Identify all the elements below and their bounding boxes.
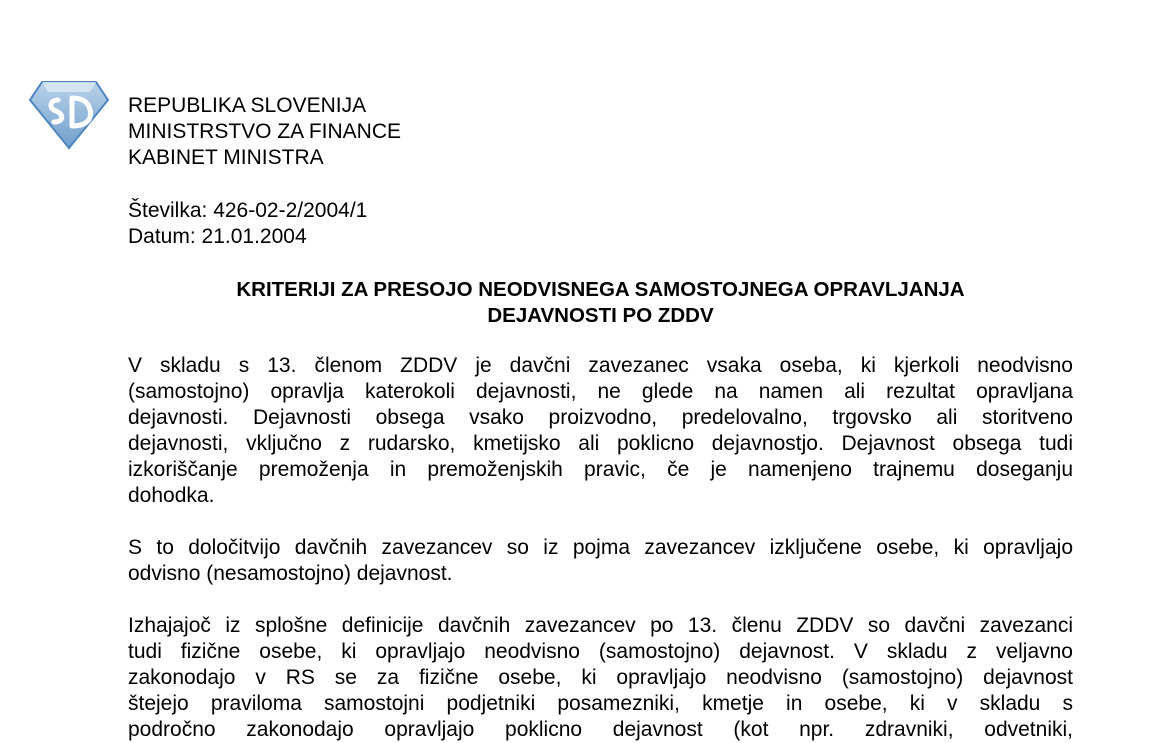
paragraph-line: Izhajajoč iz splošne definicije davčnih zavezancev po 13. členu ZDDV so davčni zavezanci bbox=[128, 614, 1073, 637]
paragraph-line: V skladu s 13. členom ZDDV je davčni zavezanec vsaka oseba, ki kjerkoli neodvisno bbox=[128, 354, 1073, 377]
paragraph-line: dohodka. bbox=[128, 484, 215, 507]
paragraph-line: zakonodajo v RS se za fizične osebe, ki opravljajo neodvisno (samostojno) dejavnost bbox=[128, 666, 1073, 689]
letterhead bbox=[128, 93, 401, 171]
paragraph-2 bbox=[128, 535, 1073, 587]
paragraph-line: S to določitvijo davčnih zavezancev so iz pojma zavezancev izključene osebe, ki opravljajo bbox=[128, 536, 1073, 559]
paragraph-line: izkoriščanje premoženja in premoženjskih pravic, če je namenjeno trajnemu doseganju bbox=[128, 458, 1073, 481]
document-body bbox=[128, 353, 1073, 743]
paragraph-line: odvisno (nesamostojno) dejavnost. bbox=[128, 562, 453, 585]
document-date: Datum: 21.01.2004 bbox=[128, 225, 307, 248]
paragraph-line: dejavnosti. Dejavnosti obsega vsako proizvodno, predelovalno, trgovsko ali storitveno bbox=[128, 406, 1073, 429]
document-number: Številka: 426-02-2/2004/1 bbox=[128, 199, 368, 222]
document-meta bbox=[128, 198, 367, 250]
paragraph-line: štejejo praviloma samostojni podjetniki posamezniki, kmetje in osebe, ki v skladu s bbox=[128, 692, 1073, 715]
paragraph-1 bbox=[128, 353, 1073, 509]
ministry-logo-icon bbox=[28, 78, 110, 150]
paragraph-line: področno zakonodajo opravljajo poklicno dejavnost (kot npr. zdravniki, odvetniki, bbox=[128, 718, 1073, 741]
letterhead-country: REPUBLIKA SLOVENIJA bbox=[128, 94, 367, 117]
paragraph-3 bbox=[128, 613, 1073, 743]
paragraph-line: (samostojno) opravlja katerokoli dejavnosti, ne glede na namen ali rezultat opravljana bbox=[128, 380, 1073, 403]
paragraph-line: dejavnosti, vključno z rudarsko, kmetijsko ali poklicno dejavnostjo. Dejavnost obsega tudi bbox=[128, 432, 1073, 455]
document-title-line1: KRITERIJI ZA PRESOJO NEODVISNEGA SAMOSTOJNEGA OPRAVLJANJA bbox=[236, 278, 965, 301]
letterhead-cabinet: KABINET MINISTRA bbox=[128, 146, 324, 169]
paragraph-line: tudi fizične osebe, ki opravljajo neodvisno (samostojno) dejavnost. V skladu z veljavno bbox=[128, 640, 1073, 663]
document-title-line2: DEJAVNOSTI PO ZDDV bbox=[487, 304, 714, 327]
document-title bbox=[128, 277, 1073, 329]
letterhead-ministry: MINISTRSTVO ZA FINANCE bbox=[128, 120, 402, 143]
